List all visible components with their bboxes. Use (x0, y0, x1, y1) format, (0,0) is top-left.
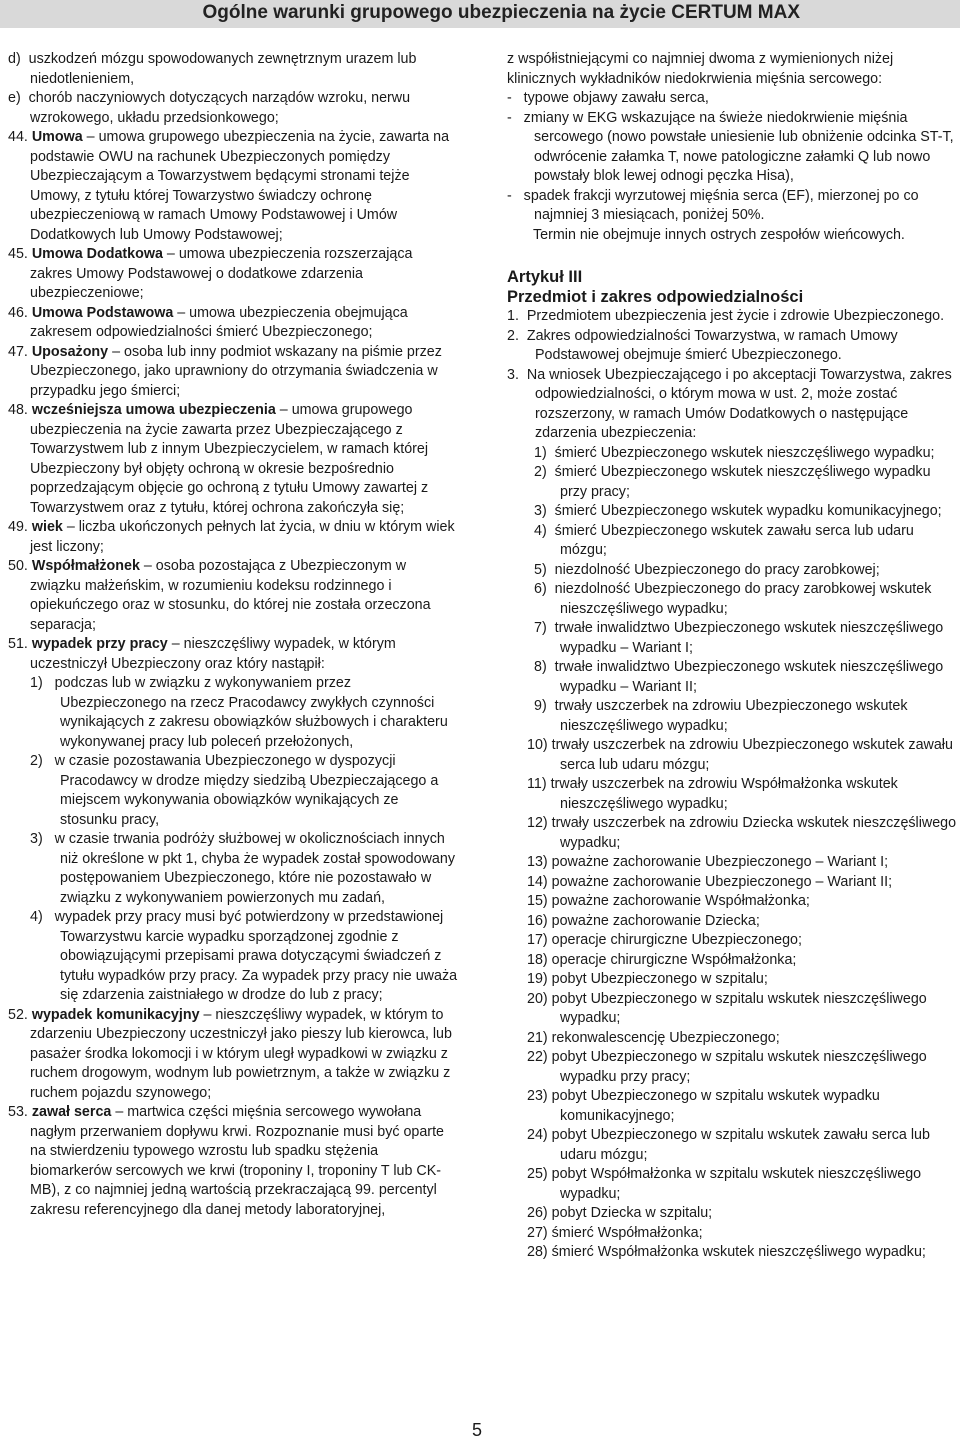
list-item: 21) rekonwalescencję Ubezpieczonego; (527, 1029, 780, 1046)
list-item: 3) śmierć Ubezpieczonego wskutek wypadku komunikacyjnego; (534, 503, 942, 519)
definition-term: Umowa Podstawowa (31, 304, 174, 321)
list-item: 25) pobyt Współmałżonka w szpitalu wskutek nieszczęśliwego wypadku; (527, 1166, 922, 1202)
definition-term: Umowa (31, 129, 83, 145)
definition-52: 52. wypadek komunikacyjny – nieszczęśliwy wypadek, w którym to zdarzeniu Ubezpieczony uczestniczył jako pieszy lub kierowca, lub pasażer środka lokomocji i w którym uległ wypadkowi w związku z ruchem drogowym, wodnym lub powietrznym, a także w związku z ruchem pojazdu szynowego; (8, 1006, 452, 1101)
definition-term: Umowa Dodatkowa (31, 246, 163, 262)
list-item: 26) pobyt Dziecka w szpitalu; (527, 1205, 713, 1221)
paragraph-e: e) chorób naczyniowych dotyczących narządów wzroku, nerwu wzrokowego, układu przedsionkowego; (8, 90, 411, 126)
definition-45: 45. Umowa Dodatkowa – umowa ubezpieczenia rozszerzająca zakres Umowy Podstawowej o dodatkowe zdarzenia ubezpieczeniowe; (8, 246, 413, 301)
list-item: 5) niezdolność Ubezpieczonego do pracy zarobkowej; (534, 561, 880, 578)
definition-term: Uposażony (31, 343, 109, 360)
list-item: 2) śmierć Ubezpieczonego wskutek nieszczęśliwego wypadku przy pracy; (534, 464, 931, 500)
definition-53: 53. zawał serca – martwica części mięśnia sercowego wywołana nagłym przerwaniem dopływu krwi. Rozpoznanie musi być oparte na stwierdzeniu typowego wzrostu lub spadku stężenia biomarkerów sercowych we krwi (troponiny I, troponiny T lub CK-MB), z co najmniej jedną wartością przekraczającą 99. percentyl zakresu referencyjnego dla danej metody laboratoryjnej, (8, 1104, 444, 1218)
list-item: 20) pobyt Ubezpieczonego w szpitalu wskutek nieszczęśliwego wypadku; (527, 990, 927, 1026)
page-header (0, 0, 960, 28)
list-item: 10) trwały uszczerbek na zdrowiu Ubezpieczonego wskutek zawału serca lub udaru mózgu; (527, 737, 953, 773)
list-item: 16) poważne zachorowanie Dziecka; (527, 912, 760, 929)
definition-term: zawał serca (31, 1104, 112, 1120)
list-item: 8) trwałe inwalidztwo Ubezpieczonego wskutek nieszczęśliwego wypadku – Wariant II; (534, 659, 944, 695)
article-title: Artykuł III (507, 268, 583, 286)
left-column (8, 50, 458, 1220)
document-title: Ogólne warunki grupowego ubezpieczenia na życie CERTUM MAX (202, 2, 800, 23)
paragraph-intro: z współistniejącymi co najmniej dwoma z wymienionych niżej klinicznych wykładników niedokrwienia mięśnia sercowego: (507, 51, 894, 87)
list-item: 23) pobyt Ubezpieczonego w szpitalu wskutek wypadku komunikacyjnego; (527, 1088, 880, 1124)
list-item: 17) operacje chirurgiczne Ubezpieczonego; (527, 932, 802, 948)
paragraph-d: d) uszkodzeń mózgu spowodowanych zewnętrznym urazem lub niedotlenieniem, (8, 51, 417, 87)
subpoint-3: 3) w czasie trwania podróży służbowej w okolicznościach innych niż określone w pkt 1, chyba że wypadek został spowodowany postępowaniem Ubezpieczonego, które nie pozostawało w związku z wykonywaniem powierzonych mu zadań, (30, 831, 455, 906)
definition-44: 44. Umowa – umowa grupowego ubezpieczenia na życie, zawarta na podstawie OWU na rachunek Ubezpieczonych pomiędzy Ubezpieczającym a Towarzystwem będącymi stronami tejże Umowy, z tytułu której Towarzystwo świadczy ochronę ubezpieczeniową w ramach Umowy Podstawowej i Umów Dodatkowych lub Umowy Podstawowej; (8, 129, 450, 243)
definition-49: 49. wiek – liczba ukończonych pełnych lat życia, w dniu w którym wiek jest liczony; (8, 519, 455, 555)
definition-51: 51. wypadek przy pracy – nieszczęśliwy wypadek, w którym uczestniczył Ubezpieczony oraz który nastąpił: (8, 636, 396, 672)
numbered-point-1: 1. Przedmiotem ubezpieczenia jest życie i zdrowie Ubezpieczonego. (507, 308, 945, 324)
paragraph-termin: Termin nie obejmuje innych ostrych zespołów wieńcowych. (533, 226, 905, 243)
dash-item-2: - zmiany w EKG wskazujące na świeże niedokrwienie mięśnia sercowego (nowo powstałe uniesienie lub obniżenie odcinka ST-T, odwrócenie załamka T, nowe patologiczne załamki Q lub nowo powstały blok lewej odnogi pęczka Hisa), (507, 109, 954, 184)
list-item: 13) poważne zachorowanie Ubezpieczonego – Wariant I; (527, 854, 889, 870)
definition-50: 50. Współmałżonek – osoba pozostająca z Ubezpieczonym w związku małżeńskim, w rozumieniu kodeksu rodzinnego i opiekuńczego oraz w stosunku, do której nie została orzeczona separacja; (8, 558, 431, 633)
subpoint-4: 4) wypadek przy pracy musi być potwierdzony w przedstawionej Towarzystwu karcie wypadku sporządzonej zgodnie z obowiązującymi przepisami prawa dotyczącymi świadczeń z tytułu wypadków przy pracy. Za wypadek przy pracy nie uważa się zdarzenia zaistniałego w drodze do lub z pracy; (30, 909, 458, 1003)
numbered-point-2: 2. Zakres odpowiedzialności Towarzystwa, w ramach Umowy Podstawowej obejmuje śmierć Ubezpieczonego. (507, 327, 898, 363)
list-item: 19) pobyt Ubezpieczonego w szpitalu; (527, 971, 768, 987)
list-item: 12) trwały uszczerbek na zdrowiu Dziecka wskutek nieszczęśliwego wypadku; (527, 815, 957, 851)
dash-item-1: - typowe objawy zawału serca, (507, 90, 709, 106)
definition-47: 47. Uposażony – osoba lub inny podmiot wskazany na piśmie przez Ubezpieczonego, jako uprawniony do otrzymania świadczenia w przypadku jego śmierci; (8, 343, 442, 399)
numbered-point-3: 3. Na wniosek Ubezpieczającego i po akceptacji Towarzystwa, zakres odpowiedzialności, o którym mowa w ust. 2, może zostać rozszerzony, w ramach Umów Dodatkowych o następujące zdarzenia ubezpieczenia: (507, 366, 952, 441)
list-item: 15) poważne zachorowanie Współmałżonka; (527, 893, 810, 909)
list-item: 27) śmierć Współmałżonka; (527, 1224, 703, 1241)
definition-48: 48. wcześniejsza umowa ubezpieczenia – umowa grupowego ubezpieczenia na życie zawarta przez Ubezpieczającego z Towarzystwem lub z innym Ubezpieczycielem, w ramach której Ubezpieczony był objęty ochroną w okresie bezpośrednio poprzedzającym objęcie go ochroną z tytułu Umowy zawartej z Towarzystwem oraz z tytułu, której ochrona zakończyła się; (8, 402, 429, 516)
list-item: 7) trwałe inwalidztwo Ubezpieczonego wskutek nieszczęśliwego wypadku – Wariant I; (534, 620, 944, 656)
subpoint-2: 2) w czasie pozostawania Ubezpieczonego w dyspozycji Pracodawcy w drodze między siedzibą Ubezpieczającego a miejscem wykonywania obowiązków wynikających ze stosunku pracy, (30, 753, 439, 828)
list-item: 9) trwały uszczerbek na zdrowiu Ubezpieczonego wskutek nieszczęśliwego wypadku; (534, 698, 908, 734)
list-item: 22) pobyt Ubezpieczonego w szpitalu wskutek nieszczęśliwego wypadku przy pracy; (527, 1049, 927, 1085)
list-item: 11) trwały uszczerbek na zdrowiu Współmałżonka wskutek nieszczęśliwego wypadku; (527, 776, 898, 812)
article-subtitle: Przedmiot i zakres odpowiedzialności (507, 288, 804, 306)
list-item: 4) śmierć Ubezpieczonego wskutek zawału serca lub udaru mózgu; (534, 522, 914, 558)
right-column (507, 50, 959, 1263)
definition-46: 46. Umowa Podstawowa – umowa ubezpieczenia obejmująca zakresem odpowiedzialności śmierć Ubezpieczonego; (8, 304, 408, 340)
dash-item-3: - spadek frakcji wyrzutowej mięśnia serca (EF), mierzonej po co najmniej 3 miesiącach, poniżej 50%. (507, 187, 919, 223)
definition-term: wcześniejsza umowa ubezpieczenia (31, 402, 276, 418)
list-item: 1) śmierć Ubezpieczonego wskutek nieszczęśliwego wypadku; (534, 444, 935, 461)
subpoint-1: 1) podczas lub w związku z wykonywaniem przez Ubezpieczonego na rzecz Pracodawcy zwykłych czynności wynikających z zakresu obowiązków służbowych i charakteru wykonywanej pracy lub poleceń przełożonych, (30, 675, 448, 750)
definition-term: wiek (31, 519, 63, 535)
list-item: 6) niezdolność Ubezpieczonego do pracy zarobkowej wskutek nieszczęśliwego wypadku; (534, 581, 932, 617)
definition-term: wypadek przy pracy (31, 636, 168, 652)
definition-term: Współmałżonek (31, 558, 140, 574)
list-item: 18) operacje chirurgiczne Współmałżonka; (527, 951, 797, 968)
list-item: 14) poważne zachorowanie Ubezpieczonego – Wariant II; (527, 873, 893, 890)
page-number: 5 (472, 1420, 483, 1440)
list-item: 24) pobyt Ubezpieczonego w szpitalu wskutek zawału serca lub udaru mózgu; (527, 1127, 930, 1163)
definition-term: wypadek komunikacyjny (31, 1006, 200, 1023)
list-item: 28) śmierć Współmałżonka wskutek nieszczęśliwego wypadku; (527, 1244, 926, 1260)
